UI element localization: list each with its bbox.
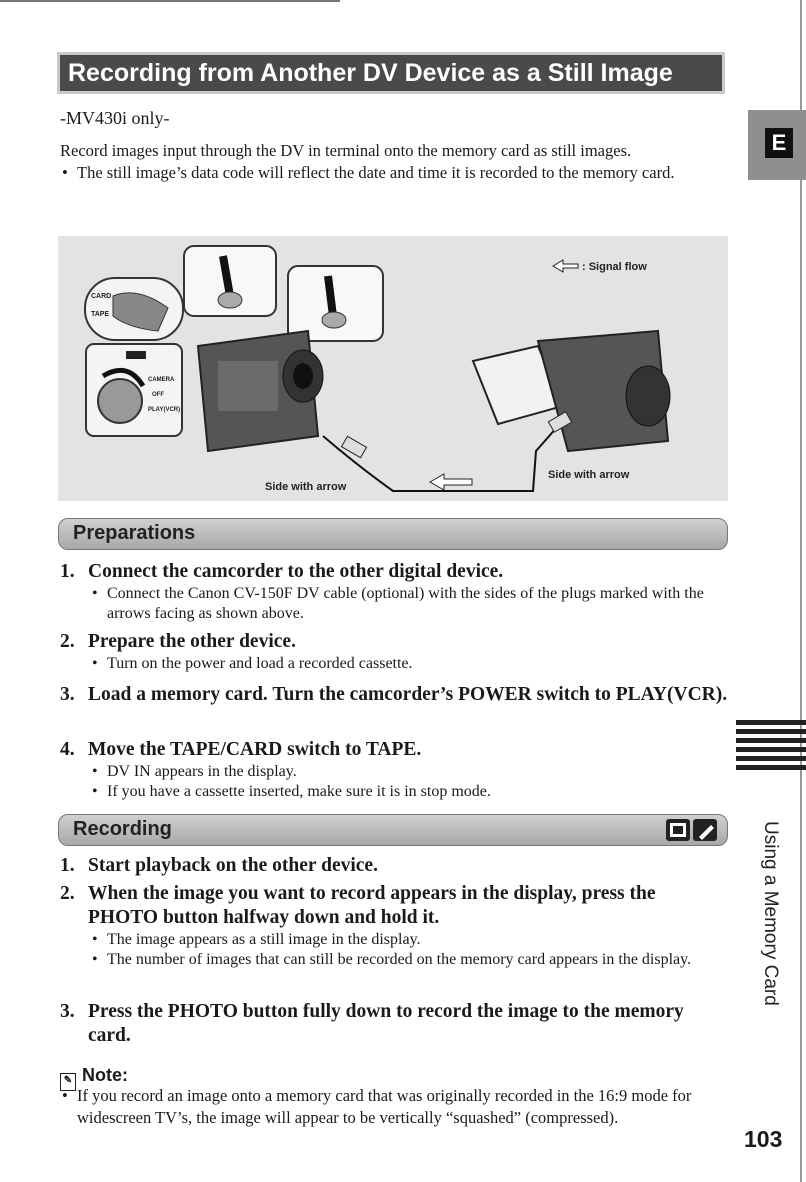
button-press-insets <box>184 246 383 341</box>
step-number: 4. <box>60 739 75 760</box>
step-detail: • The image appears as a still image in the display. <box>90 930 730 950</box>
prep-step-4 <box>60 738 730 802</box>
power-switch-inset <box>86 344 182 436</box>
top-rule <box>0 0 340 2</box>
step-detail: • DV IN appears in the display. <box>90 762 730 782</box>
step-heading: Connect the camcorder to the other digital device. <box>88 561 504 582</box>
section-marker-bars <box>736 720 806 774</box>
page-title-bar <box>57 52 725 94</box>
step-heading: Start playback on the other device. <box>88 855 378 876</box>
recording-heading: Recording <box>73 818 172 840</box>
connection-figure <box>58 236 728 501</box>
step-number: 3. <box>60 1001 75 1022</box>
preparations-heading: Preparations <box>73 522 196 544</box>
prep-step-3 <box>60 683 730 707</box>
power-off-label: OFF <box>152 392 164 398</box>
tape-mode-icon <box>666 819 690 841</box>
intro-block <box>60 140 710 184</box>
model-note: -MV430i only- <box>60 108 170 128</box>
side-tab-letter: E <box>765 128 793 158</box>
switch-card-label: CARD <box>91 293 112 300</box>
connection-diagram <box>58 236 728 501</box>
step-number: 1. <box>60 561 75 582</box>
side-section-label: Using a Memory Card <box>760 821 781 1006</box>
card-mode-icon <box>693 819 717 841</box>
step-number: 2. <box>60 883 75 904</box>
power-camera-label: CAMERA <box>148 377 175 383</box>
intro-bullet: • The still image’s data code will reflect the date and time it is recorded to the memory card. <box>60 162 710 184</box>
step-number: 2. <box>60 631 75 652</box>
side-with-arrow-right-label: Side with arrow <box>548 469 630 481</box>
signal-flow-legend-arrow <box>553 260 578 272</box>
step-detail: • Turn on the power and load a recorded cassette. <box>90 654 730 674</box>
rec-step-3 <box>60 1000 730 1048</box>
step-heading: Prepare the other device. <box>88 631 296 652</box>
signal-flow-arrow <box>430 474 472 490</box>
rec-step-1 <box>60 854 730 878</box>
step-number: 1. <box>60 855 75 876</box>
step-heading: Press the PHOTO button fully down to record the image to the memory card. <box>88 1001 684 1046</box>
camcorder-left <box>198 331 323 451</box>
switch-tape-label: TAPE <box>91 311 110 318</box>
side-with-arrow-left-label: Side with arrow <box>265 481 347 493</box>
preparations-bar <box>58 518 728 550</box>
step-detail: • The number of images that can still be recorded on the memory card appears in the display. <box>90 950 730 970</box>
rec-step-2 <box>60 882 730 970</box>
step-number: 3. <box>60 684 75 705</box>
camcorder-right <box>473 331 670 451</box>
note-icon: ✎ <box>60 1073 76 1091</box>
page-number: 103 <box>744 1126 783 1152</box>
step-detail: • Connect the Canon CV-150F DV cable (optional) with the sides of the plugs marked with the arrows facing as shown above. <box>90 584 730 624</box>
intro-text: Record images input through the DV in terminal onto the memory card as still images. <box>60 141 632 160</box>
step-heading: Load a memory card. Turn the camcorder’s POWER switch to PLAY(VCR). <box>88 684 728 705</box>
note-title: Note: <box>82 1065 128 1085</box>
mode-icons <box>665 817 719 843</box>
note-text: • If you record an image onto a memory card that was originally recorded in the 16:9 mode for widescreen TV’s, the image will appear to be vertically “squashed” (compressed). <box>60 1085 737 1129</box>
page-title: Recording from Another DV Device as a Still Image <box>68 58 673 87</box>
tape-card-switch-inset <box>85 278 183 340</box>
step-heading: When the image you want to record appears in the display, press the PHOTO button halfway down and hold it. <box>88 883 656 928</box>
signal-flow-label: : Signal flow <box>582 261 647 273</box>
prep-step-2 <box>60 630 730 674</box>
recording-bar <box>58 814 728 846</box>
step-detail: • If you have a cassette inserted, make sure it is in stop mode. <box>90 782 730 802</box>
step-heading: Move the TAPE/CARD switch to TAPE. <box>88 739 422 760</box>
power-play-label: PLAY(VCR) <box>148 407 181 413</box>
prep-step-1 <box>60 560 730 624</box>
